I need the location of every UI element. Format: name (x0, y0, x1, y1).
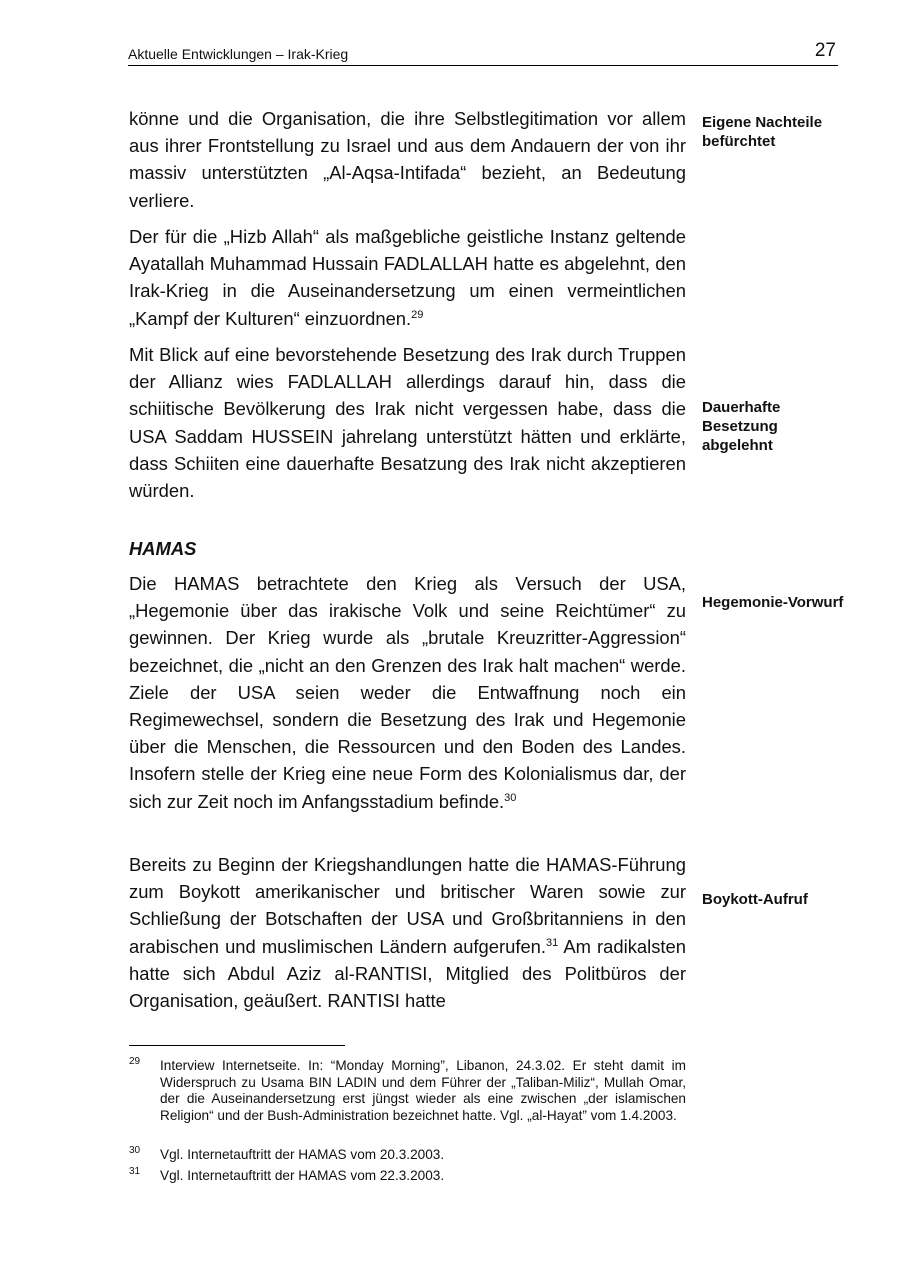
paragraph-4-text: Die HAMAS betrachtete den Krieg als Versuch der USA, „Hegemonie über das irakische Volk und seine Reichtümer“ zu gewinnen. Der Krieg wurde als „brutale Kreuzritter-Aggression“ bezeichnet, die „nicht an den Grenzen des Irak halt machen“ werde. Ziele der USA seien weder die Entwaffnung noch ein Regimewechsel, sondern die Besetzung des Irak und Hegemonie über die Menschen, die Ressourcen und den Boden des Landes. Insofern stelle der Krieg eine neue Form des Kolonialismus dar, der sich zur Zeit noch im Anfangsstadium befinde. (129, 573, 686, 812)
paragraph-5-text-b: Am radikalsten hatte sich Abdul Aziz al-RANTISI, Mitglied des Politbüros der Organisation, geäußert. RANTISI hatte (129, 935, 686, 1012)
paragraph-2 (129, 223, 686, 332)
footnote-29-number: 29 (129, 1056, 141, 1067)
footnote-30 (129, 1147, 686, 1164)
footnote-30-number: 30 (129, 1145, 141, 1156)
footnote-29-text: Interview Internetseite. In: “Monday Morning”, Libanon, 24.3.02. Er steht damit im Widerspruch zu Usama BIN LADIN und dem Führer der „Taliban-Miliz“, Mullah Omar, der die Auseinandersetzung erst jüngst wieder als eine zwischen „der islamischen Religion“ und der Bush-Administration bezeichnet hatte. Vgl. „al-Hayat” vom 1.4.2003. (160, 1058, 686, 1123)
footnote-ref-31: 31 (546, 936, 559, 949)
page-header (128, 38, 838, 66)
paragraph-1 (129, 105, 686, 214)
footnote-divider (129, 1045, 345, 1046)
paragraph-1-text: könne und die Organisation, die ihre Selbstlegitimation vor allem aus ihrer Frontstellung zu Israel und aus dem Andauern der von ihr massiv unterstützten „Al-Aqsa-Intifada“ bezieht, an Bedeutung verliere. (129, 108, 686, 211)
paragraph-2-text: Der für die „Hizb Allah“ als maßgebliche geistliche Instanz geltende Ayatallah Muhammad Hussain FADLALLAH hatte es abgelehnt, den Irak-Krieg in die Auseinandersetzung um einen vermeintlichen „Kampf der Kulturen“ einzuordnen. (129, 226, 686, 329)
margin-note-boykott: Boykott-Aufruf (702, 891, 808, 908)
paragraph-5 (129, 851, 686, 1014)
running-title: Aktuelle Entwicklungen – Irak-Krieg (128, 46, 349, 62)
paragraph-5-text-a: Bereits zu Beginn der Kriegshandlungen hatte die HAMAS-Führung zum Boykott amerikanischer und britischer Waren sowie zur Schließung der Botschaften der USA und Großbritanniens in den arabischen und muslimischen Ländern aufgerufen. (129, 854, 686, 957)
margin-note-dauerhafte-besetzung: Dauerhafte Besetzung abgelehnt (702, 399, 781, 454)
footnote-31-number: 31 (129, 1166, 141, 1177)
margin-note-hegemonie: Hegemonie-Vorwurf (702, 594, 844, 611)
margin-note-eigene-nachteile: Eigene Nachteile befürchtet (702, 114, 823, 150)
paragraph-4 (129, 570, 686, 815)
footnote-31 (129, 1168, 686, 1185)
paragraph-3-text: Mit Blick auf eine bevorstehende Besetzung des Irak durch Truppen der Allianz wies FADLALLAH allerdings darauf hin, dass die schiitische Bevölkerung des Irak nicht vergessen habe, dass die USA Saddam HUSSEIN jahrelang unterstützt hätten und erklärte, dass Schiiten eine dauerhafte Besatzung des Irak nicht akzeptieren würden. (129, 344, 686, 502)
footnote-31-text: Vgl. Internetauftritt der HAMAS vom 22.3.2003. (160, 1168, 445, 1183)
footnote-ref-29: 29 (411, 308, 424, 321)
footnote-30-text: Vgl. Internetauftritt der HAMAS vom 20.3.2003. (160, 1147, 445, 1162)
paragraph-3 (129, 341, 686, 504)
section-heading-hamas: HAMAS (129, 538, 197, 559)
page-number: 27 (814, 40, 836, 61)
footnote-29 (129, 1058, 686, 1124)
footnote-ref-30: 30 (504, 791, 517, 804)
